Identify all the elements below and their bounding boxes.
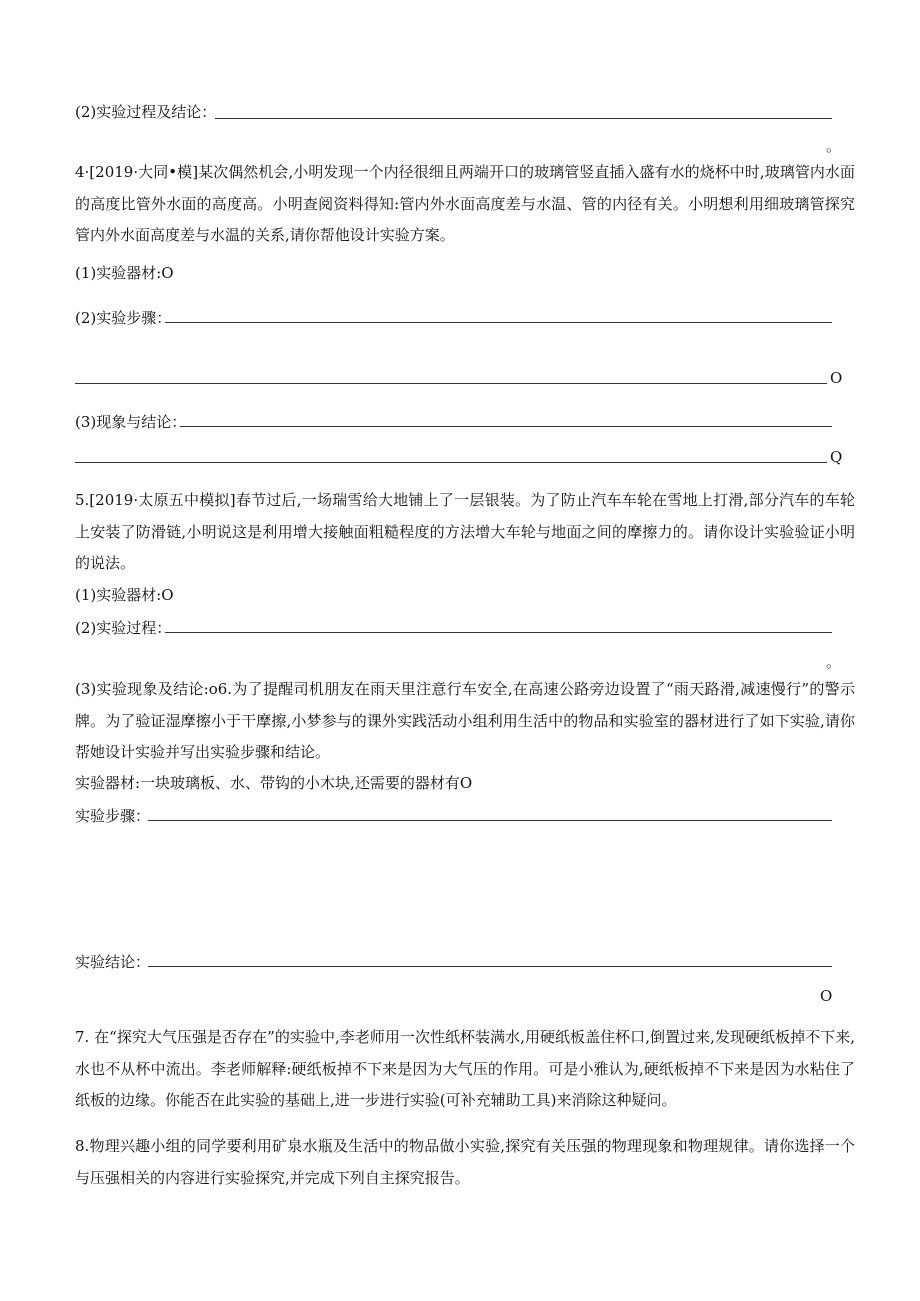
q4-materials: (1)实验器材:O: [75, 264, 174, 282]
q5-process-answer-line[interactable]: [165, 632, 832, 633]
q4-stem: 4·[2019·大同•模]某次偶然机会,小明发现一个内径很细且两端开口的玻璃管竖直插入盛有水的烧杯中时,玻璃管内水面的高度比管外水面的高度高。小明查阅资料得知:管内外水面高度差与水温、管的内径有关。小明想利用细玻璃管探究管内外水面高度差与水温的关系,请你帮他设计实验方案。: [75, 163, 855, 244]
q4-result-answer-line-1[interactable]: [180, 426, 832, 427]
q4-result-label: (3)现象与结论：: [75, 413, 187, 431]
q5-stem: 5.[2019·太原五中模拟]春节过后,一场瑞雪给大地铺上了一层银装。为了防止汽车车轮在雪地上打滑,部分汽车的车轮上安装了防滑链,小明说这是利用增大接触面粗糙程度的方法增大车轮与地面之间的摩擦力的。请你设计实验验证小明的说法。: [75, 491, 855, 572]
q4-steps-end: O: [830, 369, 843, 387]
q4-steps-answer-line-2[interactable]: [75, 383, 827, 384]
q4-result-end: Q: [830, 448, 843, 466]
q6-materials: 实验器材:一块玻璃板、水、带钩的小木块,还需要的器材有O: [75, 774, 473, 792]
q6-conclusion-label: 实验结论：: [75, 953, 151, 971]
q6-conclusion-end: O: [820, 987, 833, 1005]
q3-process-answer-line[interactable]: [215, 118, 832, 119]
q6-steps-answer-line[interactable]: [148, 820, 832, 821]
q4-steps-answer-line-1[interactable]: [165, 322, 832, 323]
q8-text: 8.物理兴趣小组的同学要利用矿泉水瓶及生活中的物品做小实验,探究有关压强的物理现象和物理规律。请你选择一个与压强相关的内容进行实验探究,并完成下列自主探究报告。: [75, 1137, 855, 1187]
q6-steps-label: 实验步骤：: [75, 807, 151, 825]
q4-steps-label: (2)实验步骤：: [75, 309, 172, 327]
q3-end-mark: 。: [826, 137, 842, 155]
q6-conclusion-answer-line[interactable]: [148, 966, 832, 967]
q7-text: 7. 在“探究大气压强是否存在”的实验中,李老师用一次性纸杯装满水,用硬纸板盖住杯口,倒置过来,发现硬纸板掉不下来,水也不从杯中流出。李老师解释:硬纸板掉不下来是因为大气压的作用。可是小雅认为,硬纸板掉不下来是因为水粘住了纸板的边缘。你能否在此实验的基础上,进一步进行实验(可补充辅助工具)来消除这种疑问。: [75, 1028, 855, 1109]
q6-text: (3)实验现象及结论:o6.为了提醒司机朋友在雨天里注意行车安全,在高速公路旁边设置了“雨天路滑,减速慢行”的警示牌。为了验证湿摩擦小于干摩擦,小梦参与的课外实践活动小组利用生活中的物品和实验室的器材进行了如下实验,请你帮她设计实验并写出实验步骤和结论。: [75, 680, 855, 761]
q4-result-answer-line-2[interactable]: [75, 462, 827, 463]
q5-end-mark: 。: [826, 653, 842, 671]
q3-process-label: (2)实验过程及结论：: [75, 103, 217, 121]
q5-process-label: (2)实验过程：: [75, 619, 172, 637]
q5-materials: (1)实验器材:O: [75, 586, 174, 604]
